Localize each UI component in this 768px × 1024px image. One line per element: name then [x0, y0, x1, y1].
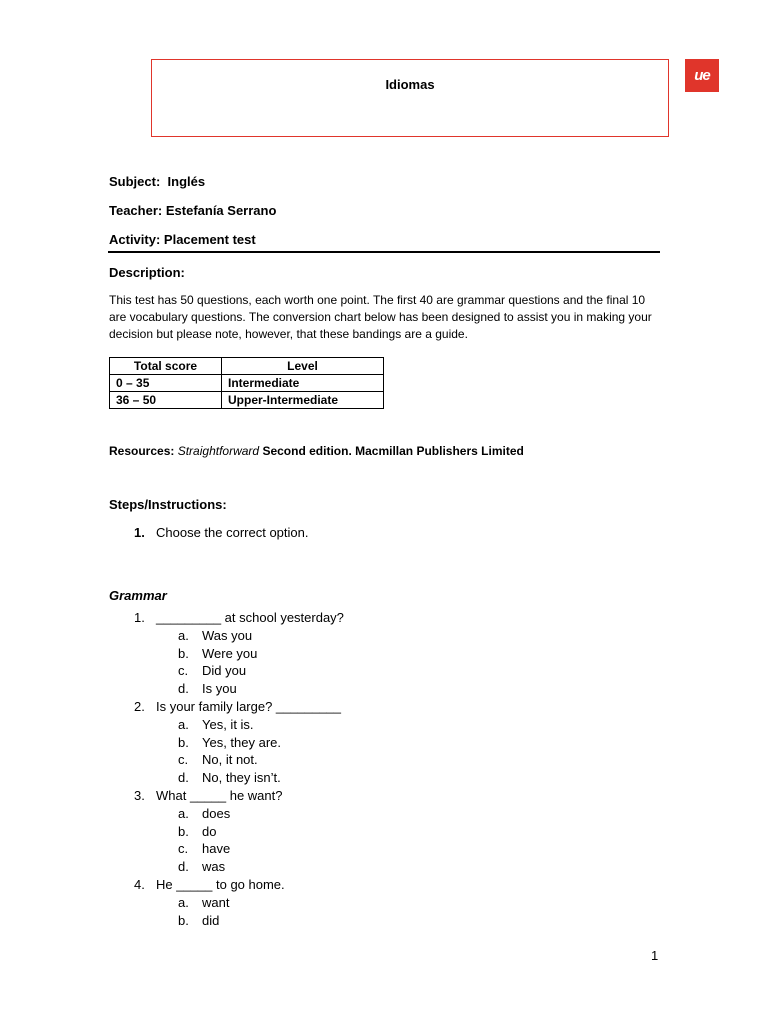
option-letter: d.	[178, 681, 189, 697]
teacher-label: Teacher:	[109, 203, 163, 218]
teacher-line	[109, 203, 276, 218]
step-item	[134, 525, 308, 540]
option	[134, 840, 344, 858]
option-text: No, it not.	[202, 752, 258, 768]
header-title: Idiomas	[385, 77, 435, 92]
teacher-value: Estefanía Serrano	[165, 203, 277, 218]
header-level: Level	[222, 358, 384, 375]
grammar-heading: Grammar	[109, 588, 167, 603]
question-text: _________ at school yesterday?	[156, 610, 344, 625]
question-text: What _____ he want?	[156, 787, 283, 803]
table-row	[110, 375, 384, 392]
option-letter: c.	[178, 663, 189, 679]
option-text: Were you	[202, 645, 258, 661]
option-text: Did you	[202, 663, 247, 679]
grammar-questions	[134, 609, 344, 929]
option-text: Yes, they are.	[202, 734, 282, 750]
option	[134, 716, 344, 734]
option-text: Is you	[202, 681, 237, 697]
option-text: do	[202, 823, 217, 839]
question-text: He _____ to go home.	[156, 876, 285, 892]
question-number: 4.	[134, 876, 145, 892]
option-text: No, they isn’t.	[202, 770, 281, 786]
option	[134, 645, 344, 663]
activity-value: Placement test	[163, 232, 256, 247]
description-heading: Description:	[109, 265, 185, 280]
score-range: 36 – 50	[110, 392, 222, 409]
option	[134, 912, 344, 930]
option-letter: c.	[178, 752, 189, 768]
question	[134, 698, 344, 716]
option	[134, 662, 344, 680]
step-number: 1.	[134, 525, 145, 540]
option-text: Was you	[202, 627, 253, 643]
score-table-header	[110, 358, 384, 375]
option-letter: b.	[178, 912, 189, 928]
activity-line	[109, 232, 256, 247]
level-value: Upper-Intermediate	[222, 392, 384, 409]
option-letter: c.	[178, 841, 189, 857]
option	[134, 734, 344, 752]
option-letter: a.	[178, 716, 189, 732]
subject-label: Subject:	[109, 174, 161, 189]
subject-line	[109, 174, 205, 189]
option-letter: d.	[178, 859, 189, 875]
option	[134, 627, 344, 645]
question	[134, 787, 344, 805]
question	[134, 609, 344, 627]
question-number: 2.	[134, 698, 145, 714]
description-text: This test has 50 questions, each worth one point. The first 40 are grammar questions and the final 10 are vocabulary questions. The conversion chart below has been designed to assist you in making your decision but please note, however, that these bandings are a guide.	[109, 293, 652, 341]
activity-label: Activity:	[109, 232, 161, 247]
resources-line	[109, 444, 524, 458]
resources-title: Straightforward	[177, 444, 260, 458]
divider-rule	[108, 251, 660, 253]
header-box	[151, 59, 669, 137]
level-value: Intermediate	[222, 375, 384, 392]
option-text: want	[202, 894, 230, 910]
ue-logo: ue	[685, 59, 719, 92]
option	[134, 805, 344, 823]
option-letter: a.	[178, 894, 189, 910]
page-number: 1	[651, 948, 659, 963]
table-row	[110, 392, 384, 409]
score-table	[109, 357, 384, 409]
option	[134, 894, 344, 912]
question	[134, 876, 344, 894]
header-total-score: Total score	[110, 358, 222, 375]
step-text: Choose the correct option.	[156, 525, 309, 540]
resources-rest: Second edition. Macmillan Publishers Limited	[262, 444, 524, 458]
option-text: have	[202, 841, 231, 857]
question-text: Is your family large? _________	[156, 698, 342, 714]
option-letter: b.	[178, 645, 189, 661]
option	[134, 751, 344, 769]
option-text: does	[202, 805, 231, 821]
question-number: 1.	[134, 610, 145, 625]
question-number: 3.	[134, 787, 145, 803]
resources-label: Resources:	[109, 444, 175, 458]
option-letter: b.	[178, 823, 189, 839]
option-text: Yes, it is.	[202, 716, 254, 732]
option-text: did	[202, 912, 220, 928]
option	[134, 858, 344, 876]
option-letter: a.	[178, 627, 189, 643]
option-letter: a.	[178, 805, 189, 821]
subject-value: Inglés	[167, 174, 206, 189]
steps-heading: Steps/Instructions:	[109, 497, 227, 512]
option-letter: d.	[178, 770, 189, 786]
option	[134, 769, 344, 787]
score-range: 0 – 35	[110, 375, 222, 392]
option	[134, 823, 344, 841]
option-text: was	[202, 859, 226, 875]
option-letter: b.	[178, 734, 189, 750]
option	[134, 680, 344, 698]
